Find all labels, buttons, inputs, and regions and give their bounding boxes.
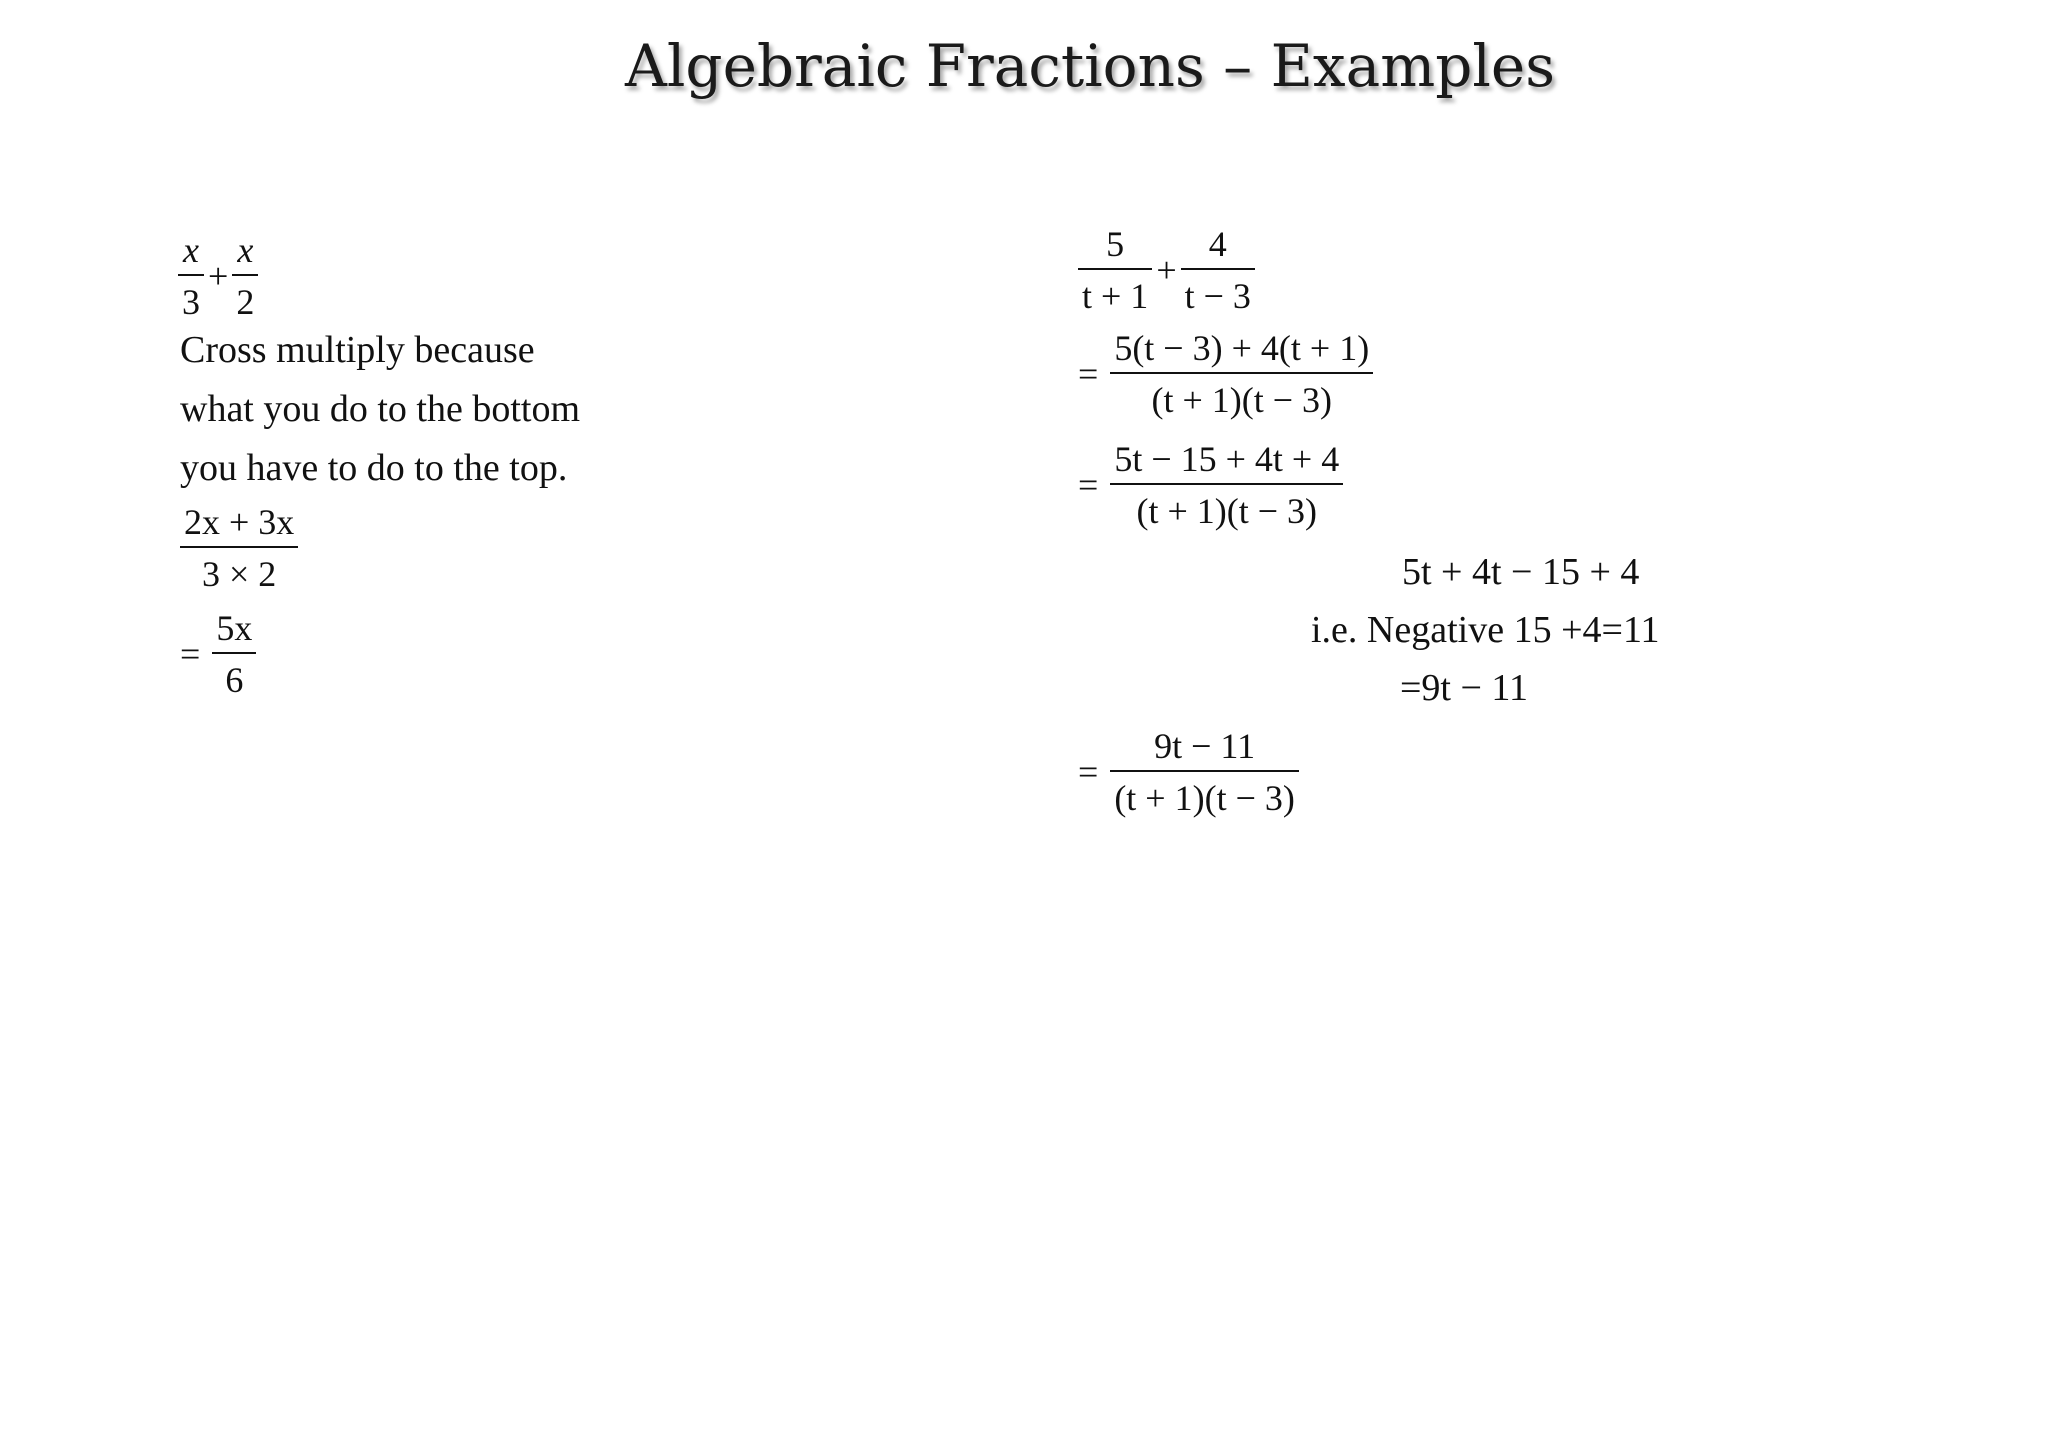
fraction [180, 504, 298, 592]
explanation-line: you have to do to the top. [180, 447, 568, 489]
equals-sign: = [1078, 465, 1099, 505]
fraction [1110, 728, 1299, 816]
page-title: Algebraic Fractions – Examples [625, 32, 1555, 100]
left-step-result [180, 610, 256, 698]
denominator: t + 1 [1078, 268, 1152, 314]
left-step-combined [180, 504, 298, 592]
fraction [1078, 226, 1152, 314]
equals-sign: = [1078, 354, 1099, 394]
plus-operator: + [1156, 250, 1177, 290]
numerator: 5t − 15 + 4t + 4 [1114, 439, 1340, 479]
aside-working-note: i.e. Negative 15 +4=11 [1311, 609, 1660, 651]
right-step-multiplied [1078, 441, 1343, 529]
fraction [1110, 441, 1343, 529]
right-step-final [1078, 728, 1299, 816]
right-expression-sum [1078, 226, 1255, 314]
denominator: 2 [232, 274, 258, 320]
numerator: 5 [1106, 224, 1125, 264]
right-step-expanded [1078, 330, 1373, 418]
denominator: 6 [212, 652, 256, 698]
denominator: (t + 1)(t − 3) [1110, 483, 1343, 529]
numerator: 9t − 11 [1154, 726, 1256, 766]
aside-working-line: 5t + 4t − 15 + 4 [1402, 551, 1640, 593]
fraction [232, 232, 258, 320]
numerator: 4 [1208, 224, 1227, 264]
numerator: 2x + 3x [184, 502, 295, 542]
fraction [1181, 226, 1255, 314]
denominator: t − 3 [1181, 268, 1255, 314]
numerator: x [237, 230, 254, 270]
denominator: 3 × 2 [180, 546, 298, 592]
numerator: x [183, 230, 199, 270]
left-expression-sum [178, 232, 258, 320]
aside-working-result: =9t − 11 [1400, 667, 1529, 709]
numerator: 5x [216, 608, 253, 648]
plus-operator: + [208, 256, 229, 296]
fraction [1110, 330, 1373, 418]
explanation-line: what you do to the bottom [180, 388, 581, 430]
fraction [178, 232, 204, 320]
fraction [212, 610, 256, 698]
numerator: 5(t − 3) + 4(t + 1) [1114, 328, 1370, 368]
equals-sign: = [180, 634, 201, 674]
denominator: (t + 1)(t − 3) [1110, 770, 1299, 816]
denominator: (t + 1)(t − 3) [1110, 372, 1373, 418]
equals-sign: = [1078, 752, 1099, 792]
explanation-line: Cross multiply because [180, 329, 535, 371]
denominator: 3 [178, 274, 204, 320]
